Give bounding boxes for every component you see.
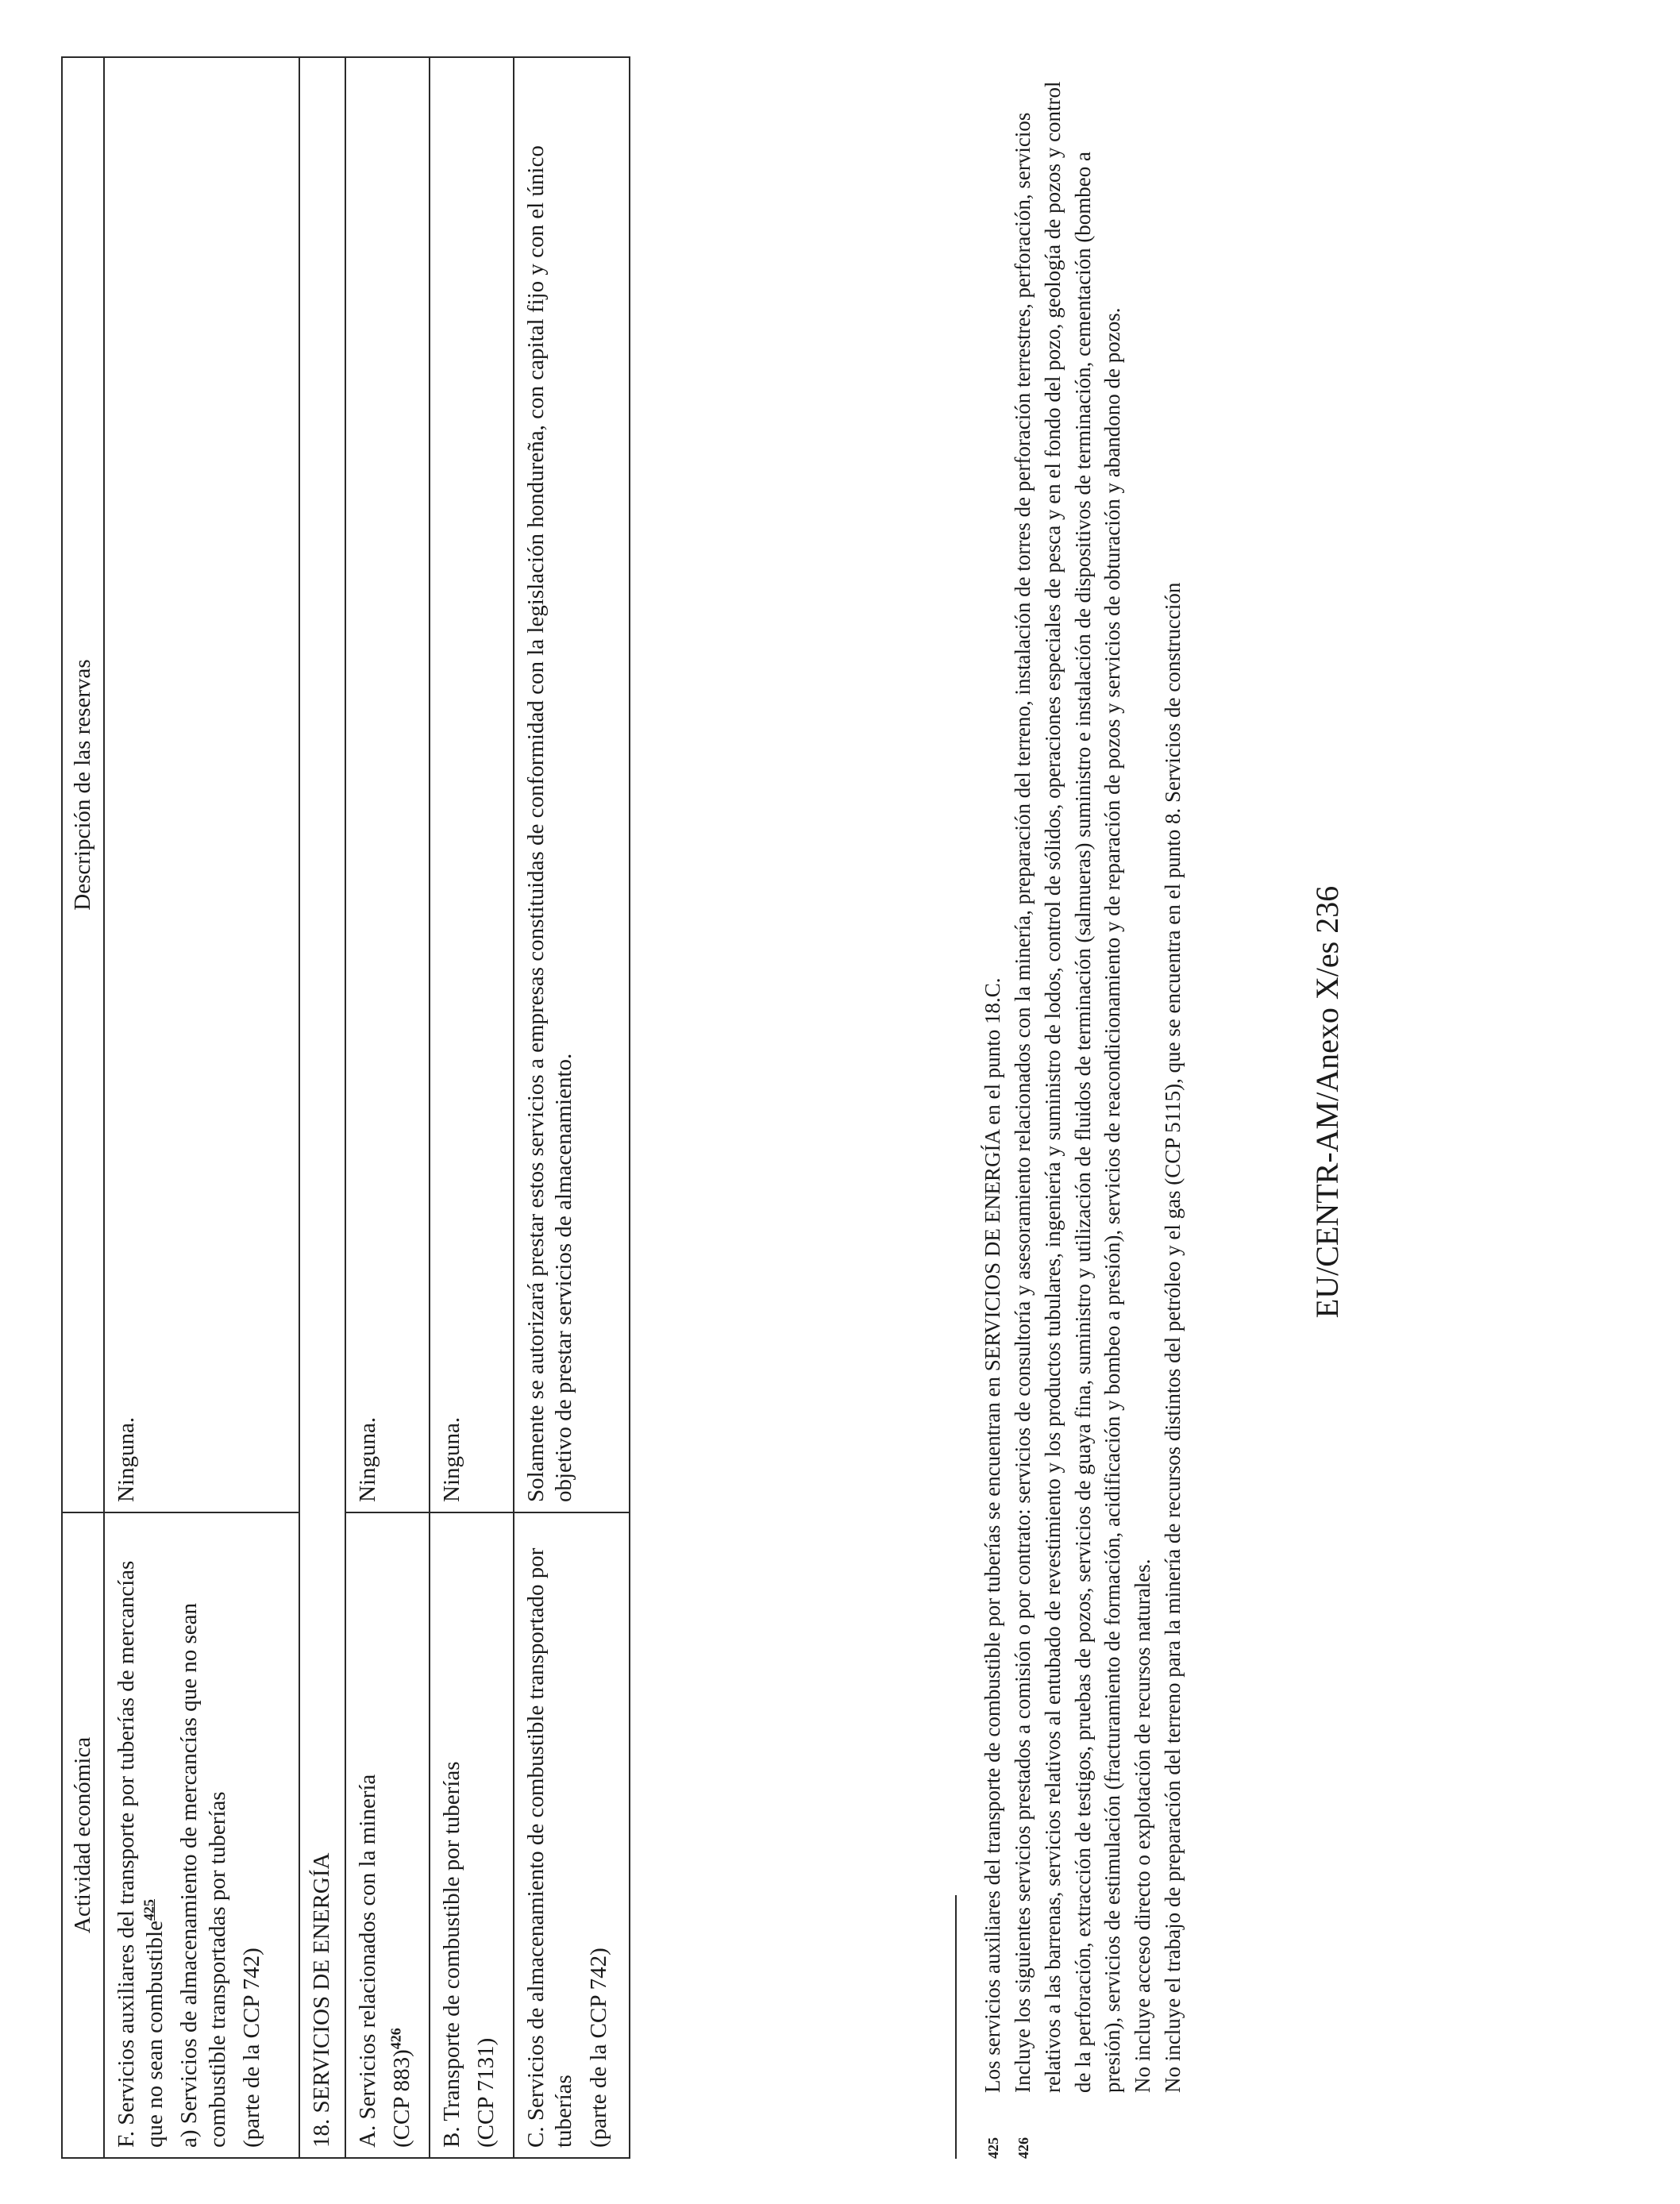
- section-row: [299, 57, 345, 2158]
- footnote-separator: [955, 1895, 957, 2159]
- activity-cell: [345, 1512, 430, 2158]
- footnote-body: [1008, 79, 1189, 2093]
- activity-code: (CCP 883)$^{426}$: [387, 2028, 415, 2148]
- footnote-line: Los servicios auxiliares del transporte de combustible por tuberías se encuentran en SERVICIOS DE ENERGÍA en el punto 18.C.: [981, 977, 1004, 2093]
- footnote-number: 425: [985, 2137, 1001, 2159]
- page-footer: EU/CENTR-AM/Anexo X/es 236: [1309, 885, 1345, 1319]
- description-cell: [430, 57, 514, 1512]
- activity-cell: [104, 1512, 299, 2158]
- activity-title: F. Servicios auxiliares del transporte por tuberías de mercancías que no sean combustible$^{425}$: [114, 1560, 168, 2148]
- description-text: Ninguna.: [438, 1416, 464, 1502]
- activity-title: C. Servicios de almacenamiento de combustible transportado por tuberías: [522, 1547, 577, 2148]
- header-description: Descripción de las reservas: [62, 57, 104, 1512]
- footnote-425: [978, 79, 1008, 2159]
- activity-title: A. Servicios relacionados con la minería: [354, 1774, 380, 2148]
- section-title: 18. SERVICIOS DE ENERGÍA: [299, 1512, 345, 2158]
- footnote-body: [978, 79, 1008, 2093]
- reservations-table: [61, 56, 630, 2159]
- section-empty-cell: [299, 57, 345, 1512]
- description-text: Ninguna.: [354, 1416, 380, 1502]
- activity-code: (parte de la CCP 742): [585, 1948, 611, 2148]
- footnote-line: No incluye acceso directo o explotación de recursos naturales.: [1131, 1559, 1155, 2093]
- table-row: [104, 57, 299, 2158]
- activity-cell: [430, 1512, 514, 2158]
- description-cell: [345, 57, 430, 1512]
- footnotes: [978, 79, 1189, 2159]
- footnote-ref[interactable]: 425: [141, 1899, 157, 1921]
- description-text: Solamente se autorizará prestar estos servicios a empresas constituidas de conformidad con la legislación hondureña, con capital fijo y con el único objetivo de prestar servicios de almacenamiento.: [522, 145, 577, 1502]
- table-row: [514, 57, 630, 2158]
- footnote-ref[interactable]: 426: [387, 2028, 404, 2050]
- activity-subitem: a) Servicios de almacenamiento de mercancías que no sean combustible transportadas por tuberías: [176, 1602, 230, 2148]
- description-text: Ninguna.: [114, 1416, 140, 1502]
- activity-code: (parte de la CCP 742): [238, 1948, 264, 2148]
- table-row: [345, 57, 430, 2158]
- description-cell: [104, 57, 299, 1512]
- table-header-row: [62, 57, 104, 2158]
- activity-code: (CCP 7131): [473, 2037, 499, 2148]
- table-row: [430, 57, 514, 2158]
- activity-title: B. Transporte de combustible por tuberías: [438, 1761, 464, 2148]
- header-activity: Actividad económica: [62, 1512, 104, 2158]
- footnote-line: No incluye el trabajo de preparación del terreno para la minería de recursos distintos del petróleo y el gas (CCP 5115), que se encuentra en el punto 8. Servicios de construcción: [1160, 582, 1185, 2093]
- description-cell: [514, 57, 630, 1512]
- activity-cell: [514, 1512, 630, 2158]
- footnote-426: [1008, 79, 1189, 2159]
- footnote-line: Incluye los siguientes servicios prestados a comisión o por contrato: servicios de consultoría y asesoramiento relacionados con la minería, preparación del terreno, instalación de torres de perforación terrestres, perforación, servicios relativos a las barrenas, servicios relativos al entubado de revestimiento y los productos tubulares, ingeniería y suministro de lodos, control de sólidos, operaciones especiales de pesca y en el fondo del pozo, geología de pozos y control de la perforación, extracción de testigos, pruebas de pozos, servicios de guaya fina, suministro y utilización de fluidos de terminación (salmueras) suministro e instalación de dispositivos de terminación, cementación (bombeo a presión), servicios de estimulación (fracturamiento de formación, acidificación y bombeo a presión), servicios de reacondicionamiento y de reparación de pozos y servicios de obturación y abandono de pozos.: [1011, 81, 1125, 2093]
- footnote-number: 426: [1015, 2137, 1031, 2159]
